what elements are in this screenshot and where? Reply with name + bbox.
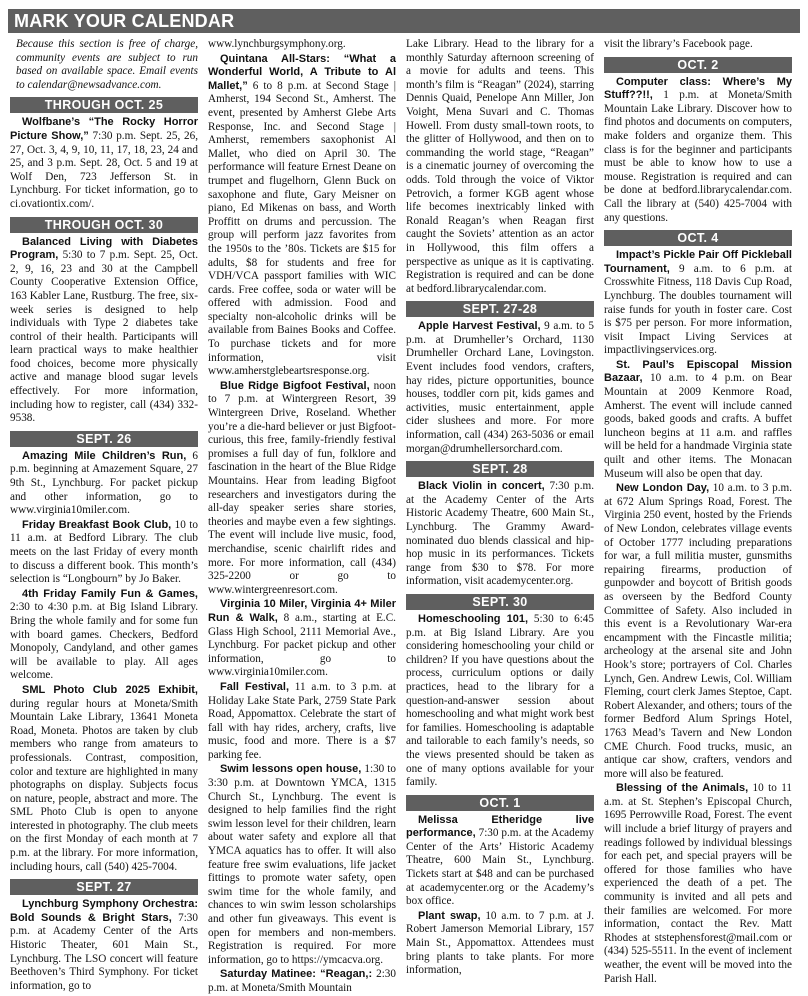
event-details: 7:30 p.m. at Academy Center of the Arts Historic Theater, 601 Main St., Lynchburg. The LSO concert will feature Beethoven’s Third Symphony. For ticket information, go to [10,911,198,992]
event-entry [604,76,792,226]
event-title: Lynchburg Symphony Orchestra: Bold Sounds & Bright Stars, [10,898,198,924]
event-title: SML Photo Club 2025 Exhibit, [22,683,198,696]
event-details: 5:30 to 7 p.m. Sept. 25, Oct. 2, 9, 16, 23 and 30 at the Campbell County Cooperative Extension Office, 163 Kabler Lane, Rustburg. The free, six-week series is designed to help individuals with Type 2 diabetes take control of their health. Participants will learn practical ways to make healthier food choices, become more physically active and manage blood sugar levels effectively. For more information, including how to register, call (434) 332-9538. [10,249,198,425]
event-title: Black Violin in concert, [418,480,545,493]
event-details: www.lynchburgsymphony.org. [208,38,346,50]
event-details: 11 a.m. to 3 p.m. at Holiday Lake State Park, 2759 State Park Road, Appomattox. Celebrate the start of fall with hay rides, archery, crafts, live music, food and more. There is a $7 parking fee. [208,680,396,761]
date-header: THROUGH OCT. 25 [10,97,198,113]
event-details: 1:30 to 3:30 p.m. at Downtown YMCA, 1315 Church St., Lynchburg. The event is designed to help families find the right swim lesson level for their children, learn about water safety and explore all that YMCA aquatics has to offer. It will also feature free swim evaluations, life jacket fittings to promote water safety, open swim time for the whole family, and chances to win swim lesson scholarships and other fun giveaways. This event is open for members and non-members. Registration is required. For more information, go to https://ymcacva.org. [208,763,397,966]
event-details: 8 a.m., starting at E.C. Glass High School, 2111 Memorial Ave., Lynchburg. For packet pickup and other information, go to www.virginia10miler.com. [208,611,396,679]
calendar-columns [8,38,800,994]
event-title: Apple Harvest Festival, [418,320,541,333]
column-3 [406,38,594,977]
event-entry [604,359,792,481]
event-details: noon to 7 p.m. at Wintergreen Resort, 39 Wintergreen Drive, Roseland. Whether you’re a die-hard believer or just Bigfoot-curious, this free, family-friendly festival promises a full day of fun, folklore and fascination in the heart of the Blue Ridge Mountains. Hear from leading Bigfoot researchers and investigators during the all-day speaker series share stories, theories and maybe even a few sightings. The event will include live music, food, merchandise, scenic chairlift rides and more. For more information, call (434) 325-2200 or go to www.wintergreenresort.com. [208,379,396,596]
event-entry [604,782,792,986]
event-title: Saturday Matinee: “Reagan,: [220,968,373,981]
column-4 [604,38,792,985]
event-details: 10 a.m. to 4 p.m. on Bear Mountain at 2009 Kenmore Road, Amherst. The event will include canned goods, baked goods and crafts. A buffet luncheon begins at 11 a.m. and raffles will be held for a handmade Virginia state quilt and other items. The Monacan Museum will also be open that day. [604,372,792,480]
event-details: 10 a.m. to 3 p.m. at 672 Alum Springs Road, Forest. The Virginia 250 event, hosted by the Friends of New London, celebrates village events of October 1777 including preparations for war, a full militia muster, gunsmiths repairing firearms, production of gunpowder and boycott of British goods as overseen by the Bedford County Committee of Safety. Also included in this event is a Revolutionary War-era encampment with the Fincastle militia; archeology at the arsenal site and John Hook’s store; portrayers of Col. Charles Lynch, Gen. Andrew Lewis, Col. William Fleming, court clerk James Steptoe, Capt. Robert Alexander, and others; tours of the former Bedford Alum Springs Hotel, 1763 Mead’s Tavern and New London CME Church. Food trucks, music, an antique car show, crafters, vendors and more will also be featured. [604,482,792,780]
event-details: 5:30 to 6:45 p.m. at Big Island Library. Are you considering homeschooling your child or children? If you have questions about the process, curriculum options or daily practices, head to the library for a question-and-answer session about homeschooling and what might work best for families. Homeschooling is adaptable and tailorable to each family’s needs, so the views presented should be taken as one of many options available for your family. [406,612,594,789]
event-title: Wolfbane’s “The Rocky Horror Picture Show,” [10,116,198,142]
event-details: 7:30 p.m. Sept. 25, 26, 27, Oct. 3, 4, 9, 10, 11, 17, 18, 23, 24 and 25, and 3 p.m. Sept. 28, Oct. 5 and 19 at Wolf Den, 723 Jefferson St. in Lynchburg. For ticket information, go to ci.ovationtix.com/. [10,129,199,210]
event-entry [406,320,594,456]
event-entry [10,236,198,426]
event-entry [208,968,396,995]
event-title: Melissa Etheridge live performance, [406,813,594,840]
event-entry [10,116,198,211]
event-details: 10 a.m. to 7 p.m. at J. Robert Jamerson Memorial Library, 157 Main St., Appomattox. Attendees must bring plants to take plants. For more information, [406,909,594,977]
event-entry [406,613,594,790]
event-details: 10 to 11 a.m. at St. Stephen’s Episcopal Church, 1695 Perrowville Road, Forest. The event will include a brief liturgy of prayers and readings followed by individual blessings for each pet, and special prayers will be offered for those families who have experienced the death of a pet. The community is invited and all pets and their families are welcomed. For more information, contact the Rev. Matt Rhodes at ststephensforest@mail.com or (434) 525-5511. In the event of inclement weather, the event will be moved into the Parish Hall. [604,782,792,985]
date-header: SEPT. 27-28 [406,301,594,317]
event-entry [208,380,396,598]
event-title: St. Paul’s Episcopal Mission Bazaar, [604,358,792,385]
event-details: 9 a.m. to 5 p.m. at Drumheller’s Orchard, 1130 Drumheller Orchard Lane, Lovingston. Event includes food vendors, crafters, hay rides, picture opportunities, bounce houses, toddler corn pit, kids games and activities, music entertainment, apple cider slushees and more. For more information, call (434) 263-5036 or email morgan@drumhellersorchard.com. [406,320,594,455]
date-header: SEPT. 30 [406,594,594,610]
event-entry [406,814,594,909]
event-details: visit the library’s Facebook page. [604,38,753,50]
event-entry [10,684,198,874]
date-header: SEPT. 28 [406,461,594,477]
section-banner: MARK YOUR CALENDAR [8,9,800,33]
event-title: Plant swap, [418,909,481,922]
event-entry [406,38,594,296]
event-details: 10 to 11 a.m. at Bedford Library. The club meets on the last Friday of every month to discuss a different book. This month’s selection is “Longbourn” by Jo Baker. [10,518,198,586]
event-title: Balanced Living with Diabetes Program, [10,235,198,262]
event-title: Homeschooling 101, [418,612,529,625]
event-entry [604,38,792,52]
event-title: Impact’s Pickle Pair Off Pickleball Tournament, [604,249,792,275]
event-entry [10,588,198,683]
column-2 [208,38,397,994]
event-entry [10,450,198,518]
event-title: Virginia 10 Miler, Virginia 4+ Miler Run & Walk, [208,598,396,624]
event-entry [208,38,396,52]
date-header: OCT. 4 [604,230,792,246]
event-entry [604,482,792,781]
event-title: Fall Festival, [220,680,290,693]
event-entry [604,249,792,358]
event-title: 4th Friday Family Fun & Games, [22,587,198,600]
event-details: 7:30 p.m. at the Academy Center of the Arts’ Historic Academy Theatre, 600 Main St., Lynchburg. Tickets start at $48 and can be purchased at academycenter.org or the Academy’s box office. [406,827,594,908]
event-details: 9 a.m. to 6 p.m. at Crosswhite Fitness, 118 Davis Cup Road, Lynchburg. The doubles tournament will raise funds for youth in foster care. Cost is $75 per person. For more information, visit Impact Living Services at impactlivingservices.org. [604,262,792,357]
event-details: 1 p.m. at Moneta/Smith Mountain Lake Library. Discover how to find photos and documents on computers, make folders and organize them. This class is for the beginner and participants must be able to know how to use a mouse. Registration is required and can be done at bedford.librarycalendar.com. Call the library at (540) 425-7004 with any questions. [604,89,792,224]
date-header: SEPT. 27 [10,879,198,895]
date-header: THROUGH OCT. 30 [10,217,198,233]
event-entry [208,763,396,967]
event-title: New London Day, [616,482,710,495]
date-header: OCT. 1 [406,795,594,811]
event-title: Amazing Mile Children’s Run, [22,449,187,462]
event-title: Blue Ridge Bigfoot Festival, [220,379,370,392]
date-header: SEPT. 26 [10,431,198,447]
column-1 [10,38,199,992]
event-entry [10,898,198,993]
intro-note: Because this section is free of charge, community events are subject to run based on available space. Email events to calendar@newsadvance.com. [16,38,198,91]
event-details: during regular hours at Moneta/Smith Mountain Lake Library, 13641 Moneta Road, Moneta. Photos are taken by club members who range from amateurs to professionals. Contrast, composition, color and texture are highlighted in many photographs on display. Subjects focus on nature, people, abstract and more. The SML Photo Club is open to anyone interested in photography. The club meets on the first Monday of each month at 7 p.m. at the library. For more information, including hours, call (540) 425-7004. [10,697,198,873]
event-entry [208,598,396,680]
event-title: Friday Breakfast Book Club, [22,518,172,531]
event-title: Computer class: Where’s My Stuff??!!, [604,75,792,102]
event-entry [406,480,594,589]
event-entry [406,910,594,978]
event-entry [208,53,396,379]
event-title: Blessing of the Animals, [616,782,749,795]
event-entry [208,681,396,763]
event-title: Swim lessons open house, [220,763,362,776]
event-details: 6 to 8 p.m. at Second Stage | Amherst, 194 Second St., Amherst. The event, presented by Amherst Glebe Arts Response, Inc. and Second Stage | Amherst, remembers saxophonist Al Mallet, who died on April 30. The performance will feature Ernest Deane on trumpet and flugelhorn, Glenn Buck on saxophone and flute, Gary Meisner on piano, Ed Mikenas on bass, and Worth Proffitt on drums and percussion. The group will perform jazz favorites from the 1950s to the ’80s. Tickets are $15 for adults, $8 for students and free for VDH/VCA passport families with WIC cards. Free coffee, soda or water will be offered with admission. Food and specialty non-alcoholic drinks will be available from Baines Books and Coffee. To purchase tickets and for more information, visit www.amherstglebeartsresponse.org. [208,79,396,378]
event-entry [10,519,198,587]
event-details: 7:30 p.m. at the Academy Center of the Arts Historic Academy Theatre, 600 Main St., Lynchburg. The Grammy Award-nominated duo blends classical and hip-hop music in its performances. Tickets range from $30 to $78. For more information, visit academycenter.org. [406,480,594,588]
event-details: 2:30 p.m. at Moneta/Smith Mountain [208,968,396,994]
event-details: Lake Library. Head to the library for a monthly Saturday afternoon screening of a movie for adults and teens. This month’s film is “Reagan” (2024), starring Dennis Quaid, Penelope Ann Miller, Jon Voight, Mena Suvari and C. Thomas Howell. From dusty small-town roots, to the glitter of Hollywood, and then on to commanding the world stage, “Reagan” is a cinematic journey of overcoming the odds. Told through the voice of Viktor Petrovich, a former KGB agent whose life becomes inextricably linked with Ronald Reagan’s when Reagan first caught the Soviets’ attention as an actor in Hollywood, this film offers a perspective as unique as it is captivating. Registration is required and can be done at bedford.librarycalendar.com. [406,38,594,295]
event-details: 2:30 to 4:30 p.m. at Big Island Library. Bring the whole family and for some fun with board games. Checkers, Bedford Monopoly, Candyland, and other games will be available to play. All ages welcome. [10,601,198,682]
date-header: OCT. 2 [604,57,792,73]
event-title: Quintana All-Stars: “What a Wonderful World, A Tribute to Al Mallet,” [208,52,396,92]
event-details: 6 p.m. beginning at Amazement Square, 27 9th St., Lynchburg. For packet pickup and other information, go to www.virginia10miler.com. [10,449,199,517]
